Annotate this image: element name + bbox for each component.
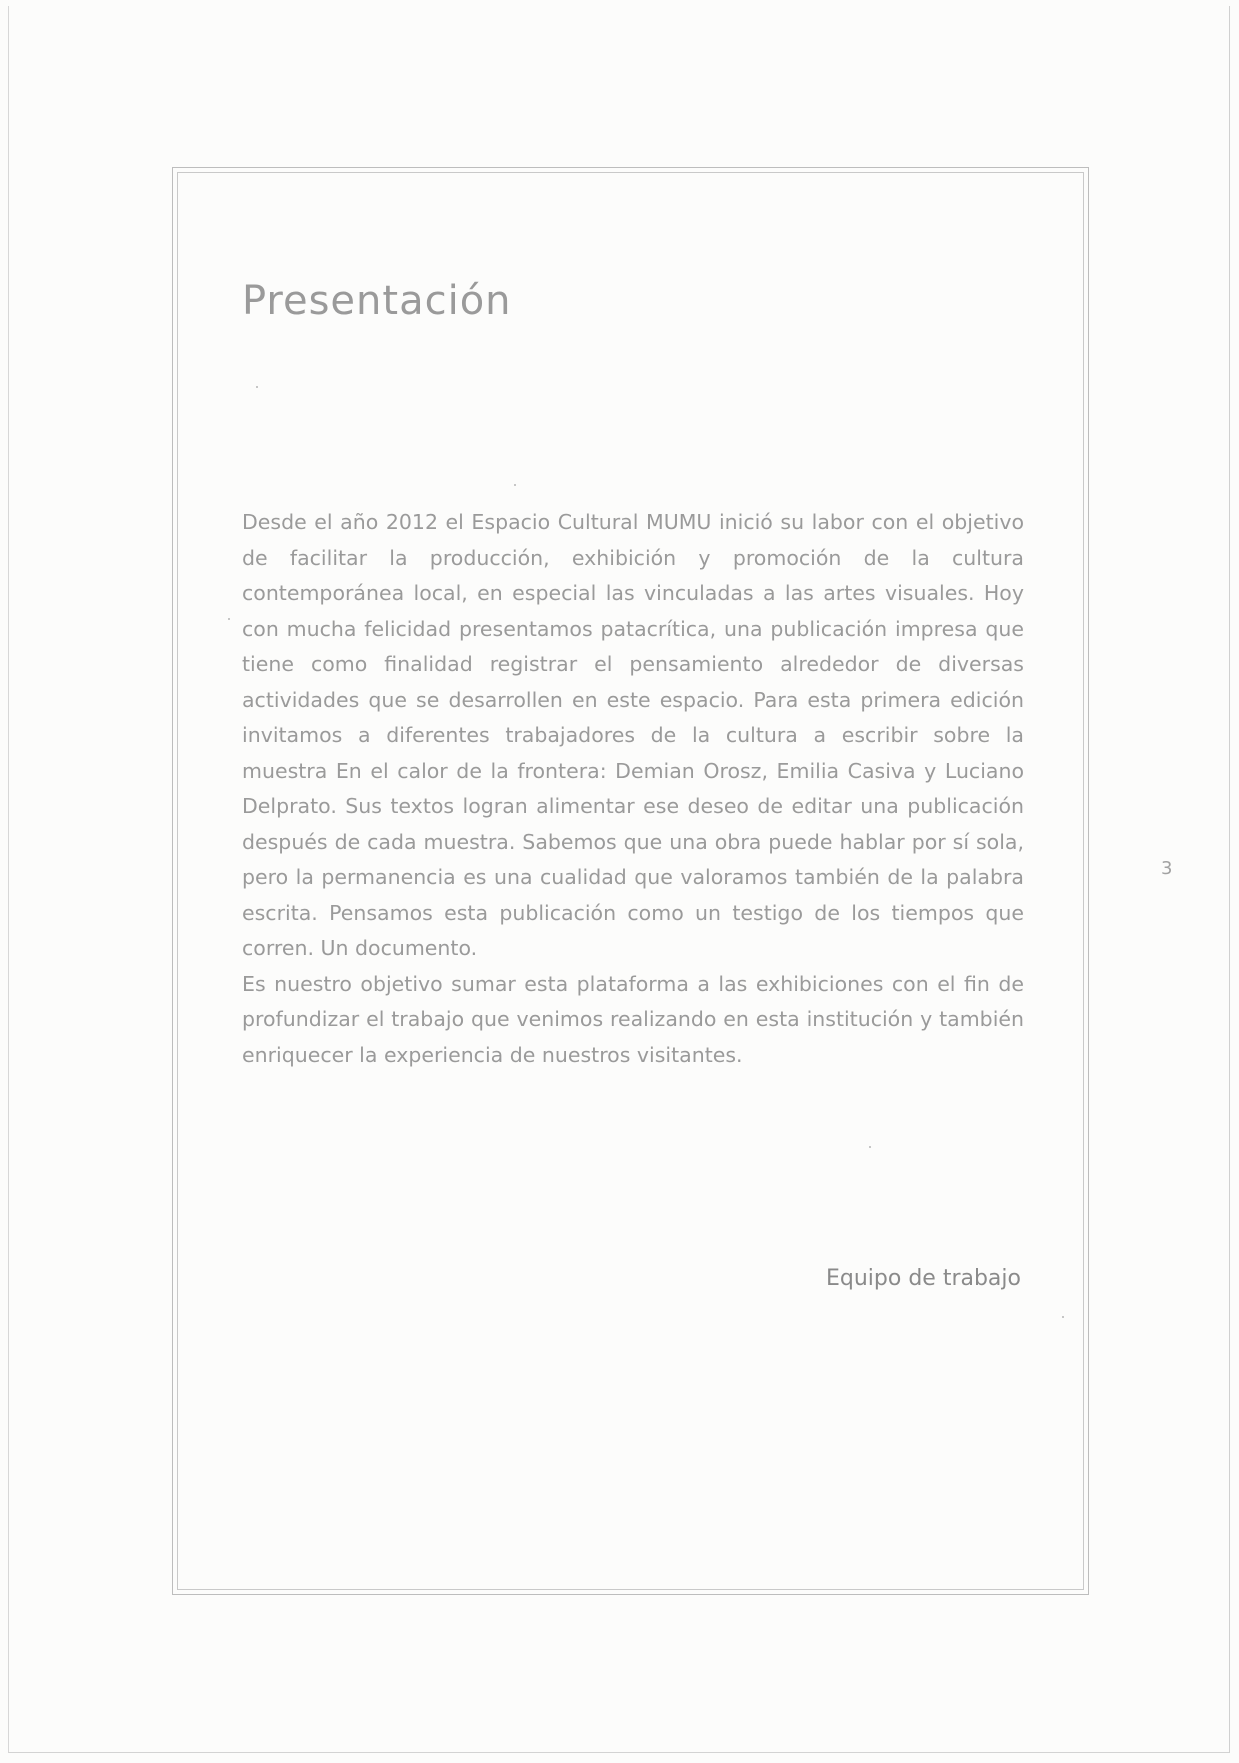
pencil-speck [869,1146,871,1148]
paragraph-1: Desde el año 2012 el Espacio Cultural MUMU inició su labor con el objetivo de facilitar la producción, exhibición y promoción de la cultura contemporánea local, en especial las vinculadas a las artes visuales. Hoy con mucha felicidad presentamos patacrítica, una publicación impresa que tiene como finalidad registrar el pensamiento alrededor de diversas actividades que se desarrollen en este espacio. Para esta primera edición invitamos a diferentes trabajadores de la cultura a escribir sobre la muestra En el calor de la frontera: Demian Orosz, Emilia Casiva y Luciano Delprato. Sus textos logran alimentar ese deseo de editar una publicación después de cada muestra. Sabemos que una obra puede hablar por sí sola, pero la permanencia es una cualidad que valoramos también de la palabra escrita. Pensamos esta publicación como un testigo de los tiempos que corren. Un documento. [242,510,1024,960]
signature: Equipo de trabajo [825,1266,1021,1291]
body-text [242,505,1024,1073]
pencil-speck [514,484,516,486]
pencil-speck [228,618,230,620]
pencil-speck [256,386,258,388]
page-title: Presentación [242,278,512,324]
pencil-speck [1062,1316,1064,1318]
page-number: 3 [1161,858,1173,879]
paragraph-2: Es nuestro objetivo sumar esta plataforma a las exhibiciones con el fin de profundizar el trabajo que venimos realizando en esta institución y también enriquecer la experiencia de nuestros visitantes. [242,971,1024,1067]
